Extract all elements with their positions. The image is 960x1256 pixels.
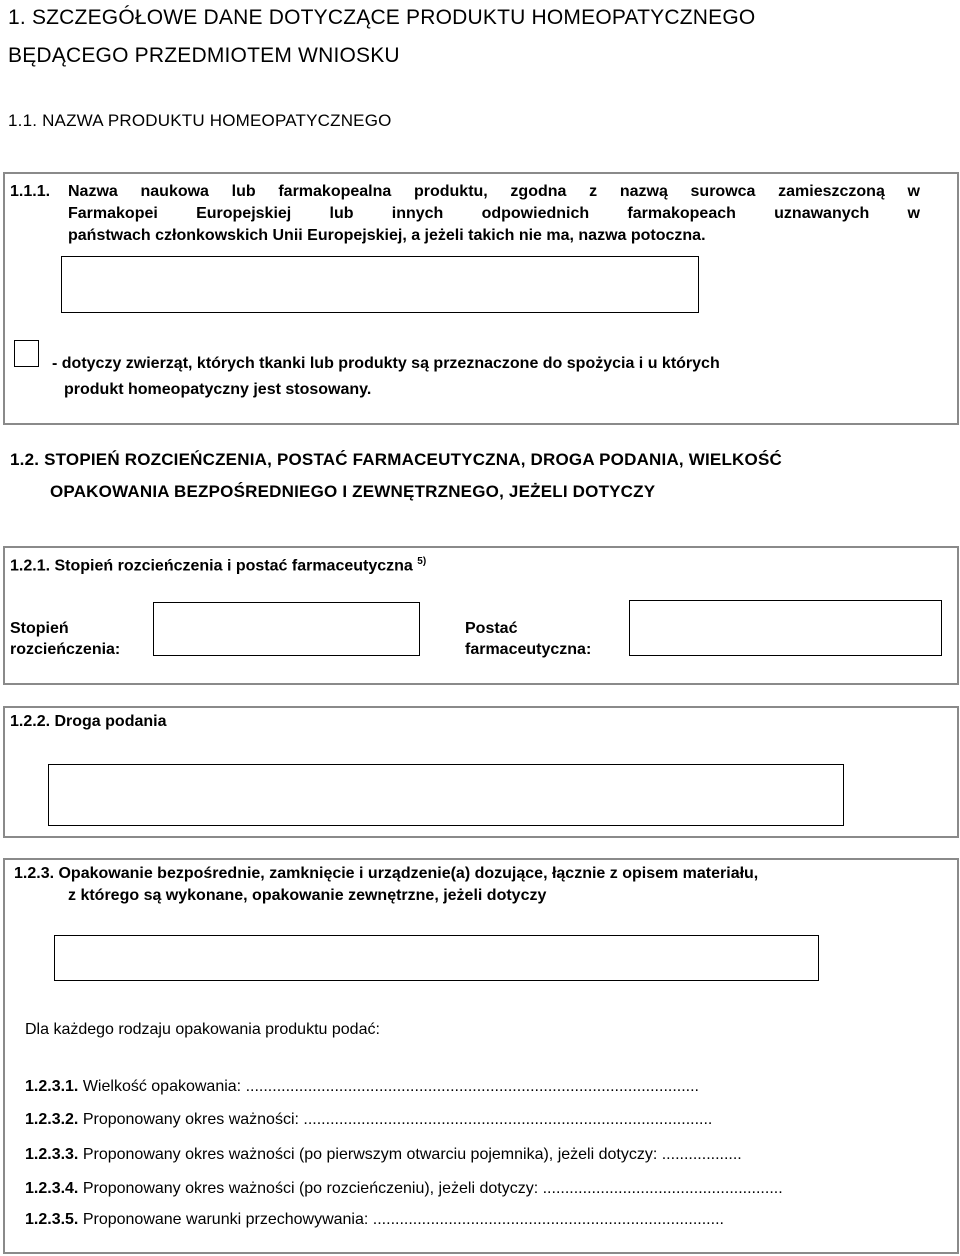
subitem-number: 1.2.3.1. xyxy=(25,1078,79,1095)
subitem-1-2-3-2 xyxy=(25,1110,712,1130)
section-1-title-line2: BĘDĄCEGO PRZEDMIOTEM WNIOSKU xyxy=(8,44,400,67)
section-1-2-title-line2: OPAKOWANIA BEZPOŚREDNIEGO I ZEWNĘTRZNEGO, JEŻELI DOTYCZY xyxy=(50,482,656,501)
subitem-dots: ...................................................................................................... xyxy=(245,1078,699,1095)
subitem-number: 1.2.3.3. xyxy=(25,1146,79,1163)
item-1-2-1-title: 1.2.1. Stopień rozcieńczenia i postać farmaceutyczna $^{5)}$ xyxy=(10,556,427,575)
dilution-label xyxy=(10,618,120,660)
subitem-label: Wielkość opakowania: xyxy=(82,1078,242,1095)
item-1-1-1-text-line1: Nazwa naukowa lub farmakopealna produktu, zgodna z nazwą surowca zamieszczoną w xyxy=(68,183,920,200)
footnote-ref: 5) xyxy=(417,556,427,567)
subitem-dots: ............................................................................................ xyxy=(303,1111,713,1128)
subitem-1-2-3-4 xyxy=(25,1179,783,1199)
subitem-dots: ............................................................................... xyxy=(372,1211,724,1228)
dosage-form-label-line1: Postać xyxy=(465,620,518,637)
subitem-dots: .................. xyxy=(661,1146,742,1163)
item-1-1-1-text-line3: państwach członkowskich Unii Europejskiej, a jeżeli takich nie ma, nazwa potoczna. xyxy=(68,227,706,244)
animal-use-label-line1: - dotyczy zwierząt, których tkanki lub produkty są przeznaczone do spożycia i u których xyxy=(52,355,720,372)
subitem-1-2-3-5 xyxy=(25,1210,724,1230)
subitem-label: Proponowane warunki przechowywania: xyxy=(82,1211,369,1228)
item-1-2-2-title: 1.2.2. Droga podania xyxy=(10,713,167,730)
dilution-label-line2: rozcieńczenia: xyxy=(10,641,121,658)
item-1-1-1-number: 1.1.1. xyxy=(10,183,51,200)
animal-use-checkbox[interactable] xyxy=(14,340,39,367)
animal-use-label-line2: produkt homeopatyczny jest stosowany. xyxy=(64,381,372,398)
subitem-number: 1.2.3.2. xyxy=(25,1111,79,1128)
subitem-label: Proponowany okres ważności: xyxy=(82,1111,299,1128)
dilution-label-line1: Stopień xyxy=(10,620,69,637)
section-1-2-title-line1: 1.2. STOPIEŃ ROZCIEŃCZENIA, POSTAĆ FARMACEUTYCZNA, DROGA PODANIA, WIELKOŚĆ xyxy=(10,450,782,469)
packaging-field[interactable] xyxy=(54,935,819,981)
dosage-form-field[interactable] xyxy=(629,600,942,656)
subitem-dots: ...................................................... xyxy=(542,1180,783,1197)
subitem-number: 1.2.3.5. xyxy=(25,1211,79,1228)
item-1-2-3-title-line1: 1.2.3. Opakowanie bezpośrednie, zamknięcie i urządzenie(a) dozujące, łącznie z opisem materiału, xyxy=(14,865,759,882)
subitem-1-2-3-1 xyxy=(25,1077,699,1097)
product-name-field[interactable] xyxy=(61,256,699,313)
item-1-1-1-text-line2: Farmakopei Europejskiej lub innych odpowiednich farmakopeach uznawanych w xyxy=(68,205,920,222)
subitem-number: 1.2.3.4. xyxy=(25,1180,79,1197)
dosage-form-label xyxy=(465,618,591,660)
subitem-label: Proponowany okres ważności (po pierwszym otwarciu pojemnika), jeżeli dotyczy: xyxy=(82,1146,658,1163)
section-1-1-title: 1.1. NAZWA PRODUKTU HOMEOPATYCZNEGO xyxy=(8,111,392,130)
dilution-field[interactable] xyxy=(153,602,420,656)
packaging-instruction: Dla każdego rodzaju opakowania produktu podać: xyxy=(25,1021,380,1038)
dosage-form-label-line2: farmaceutyczna: xyxy=(465,641,592,658)
item-1-2-3-title-line2: z którego są wykonane, opakowanie zewnętrzne, jeżeli dotyczy xyxy=(68,887,547,904)
subitem-1-2-3-3 xyxy=(25,1145,742,1165)
section-1-title-line1: 1. SZCZEGÓŁOWE DANE DOTYCZĄCE PRODUKTU HOMEOPATYCZNEGO xyxy=(8,6,756,29)
subitem-label: Proponowany okres ważności (po rozcieńczeniu), jeżeli dotyczy: xyxy=(82,1180,539,1197)
route-field[interactable] xyxy=(48,764,844,826)
